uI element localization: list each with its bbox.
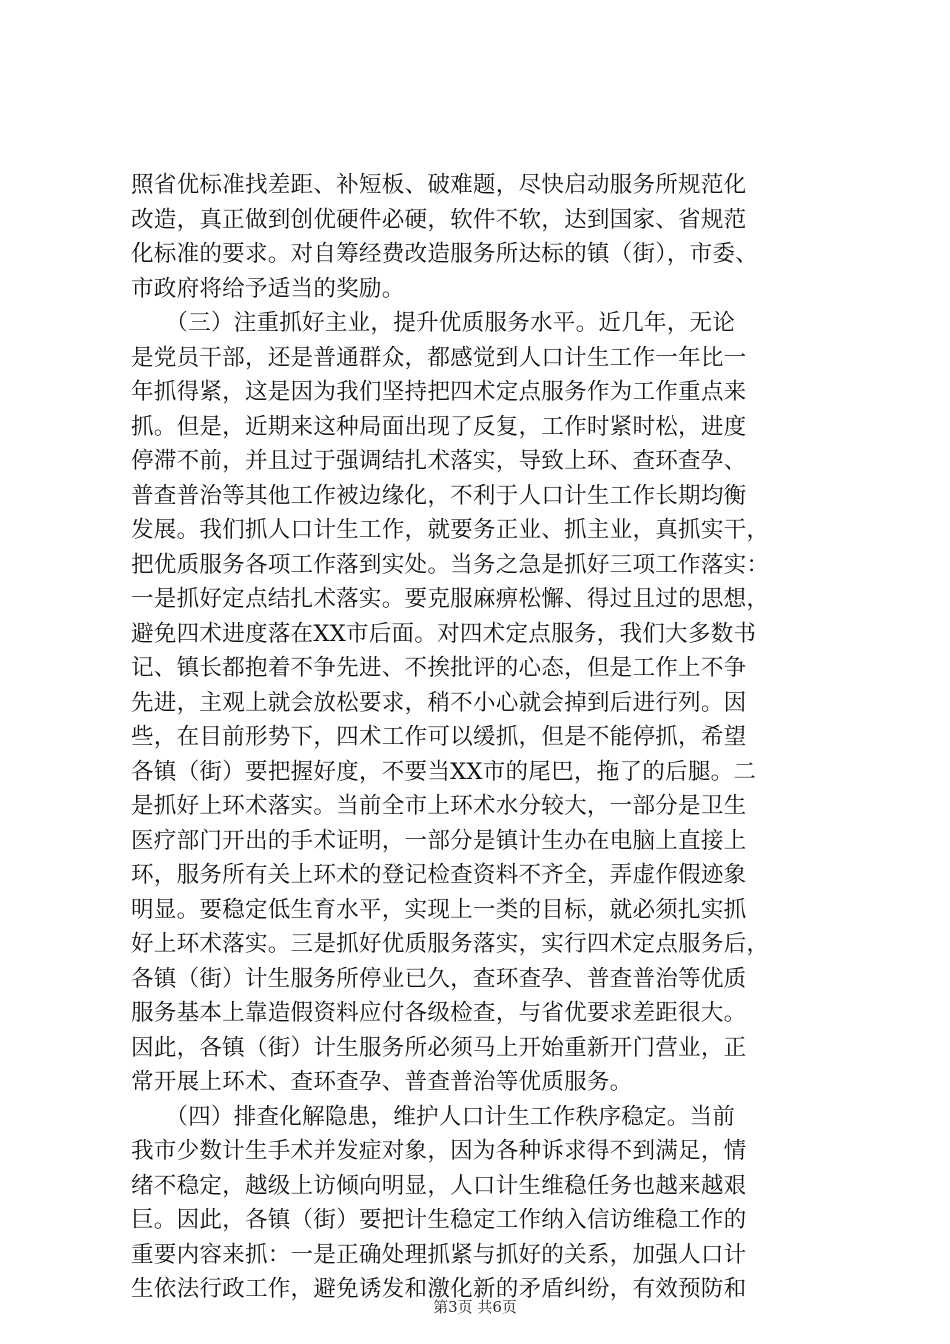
text-line: 年抓得紧，这是因为我们坚持把四术定点服务作为工作重点来	[131, 379, 747, 405]
text-line: 照省优标准找差距、补短板、破难题，尽快启动服务所规范化	[131, 172, 747, 198]
text-line: 把优质服务各项工作落到实处。当务之急是抓好三项工作落实：	[131, 551, 770, 578]
text-line: 好上环术落实。三是抓好优质服务落实，实行四术定点服务后，	[131, 931, 770, 957]
text-line: 医疗部门开出的手术证明，一部分是镇计生办在电脑上直接上	[131, 827, 747, 854]
text-line: 化标准的要求。对自筹经费改造服务所达标的镇（街），市委、	[131, 241, 758, 267]
text-line: 停滞不前，并且过于强调结扎术落实，导致上环、查环查孕、	[131, 448, 747, 474]
text-line: 巨。因此，各镇（街）要把计生稳定工作纳入信访维稳工作的	[131, 1207, 747, 1233]
text-line: 记、镇长都抱着不争先进、不挨批评的心态，但是工作上不争	[131, 655, 747, 681]
text-line: 是党员干部，还是普通群众，都感觉到人口计生工作一年比一	[131, 344, 747, 371]
text-line: 重要内容来抓：一是正确处理抓紧与抓好的关系，加强人口计	[131, 1241, 747, 1268]
text-line: 普查普治等其他工作被边缘化，不利于人口计生工作长期均衡	[131, 482, 747, 509]
text-line: （三）注重抓好主业，提升优质服务水平。近几年，无论	[131, 310, 736, 336]
text-line: 一是抓好定点结扎术落实。要克服麻痹松懈、得过且过的思想，	[131, 586, 770, 612]
text-line: 各镇（街）计生服务所停业已久，查环查孕、普查普治等优质	[131, 965, 747, 992]
text-line: 避免四术进度落在XX市后面。对四术定点服务，我们大多数书	[131, 620, 757, 647]
text-line: 各镇（街）要把握好度，不要当XX市的尾巴，拖了的后腿。二	[131, 758, 757, 785]
text-line: 生依法行政工作，避免诱发和激化新的矛盾纠纷，有效预防和	[131, 1276, 747, 1302]
text-line: 发展。我们抓人口计生工作，就要务正业、抓主业，真抓实干，	[131, 517, 770, 543]
text-line: 抓。但是，近期来这种局面出现了反复，工作时紧时松，进度	[131, 413, 747, 440]
text-line: 先进，主观上就会放松要求，稍不小心就会掉到后进行列。因	[131, 689, 747, 716]
page-number-footer: 第3页 共6页	[433, 1298, 517, 1316]
text-line: 服务基本上靠造假资料应付各级检查，与省优要求差距很大。	[131, 1000, 747, 1026]
text-line: 因此，各镇（街）计生服务所必须马上开始重新开门营业，正	[131, 1034, 747, 1061]
text-line: 绪不稳定，越级上访倾向明显，人口计生维稳任务也越来越艰	[131, 1172, 747, 1199]
text-line: 我市少数计生手术并发症对象，因为各种诉求得不到满足，情	[131, 1138, 747, 1164]
document-body	[131, 168, 831, 1307]
text-line: 常开展上环术、查环查孕、普查普治等优质服务。	[131, 1069, 633, 1095]
text-line: 环，服务所有关上环术的登记检查资料不齐全，弄虚作假迹象	[131, 862, 747, 888]
text-line: 些，在目前形势下，四术工作可以缓抓，但是不能停抓，希望	[131, 724, 747, 750]
text-line: 市政府将给予适当的奖励。	[131, 275, 405, 302]
text-line: 是抓好上环术落实。当前全市上环术水分较大，一部分是卫生	[131, 793, 747, 819]
text-line: 改造，真正做到创优硬件必硬，软件不软，达到国家、省规范	[131, 206, 747, 233]
text-line: 明显。要稳定低生育水平，实现上一类的目标，就必须扎实抓	[131, 896, 747, 923]
text-line: （四）排查化解隐患，维护人口计生工作秩序稳定。当前	[131, 1103, 736, 1130]
